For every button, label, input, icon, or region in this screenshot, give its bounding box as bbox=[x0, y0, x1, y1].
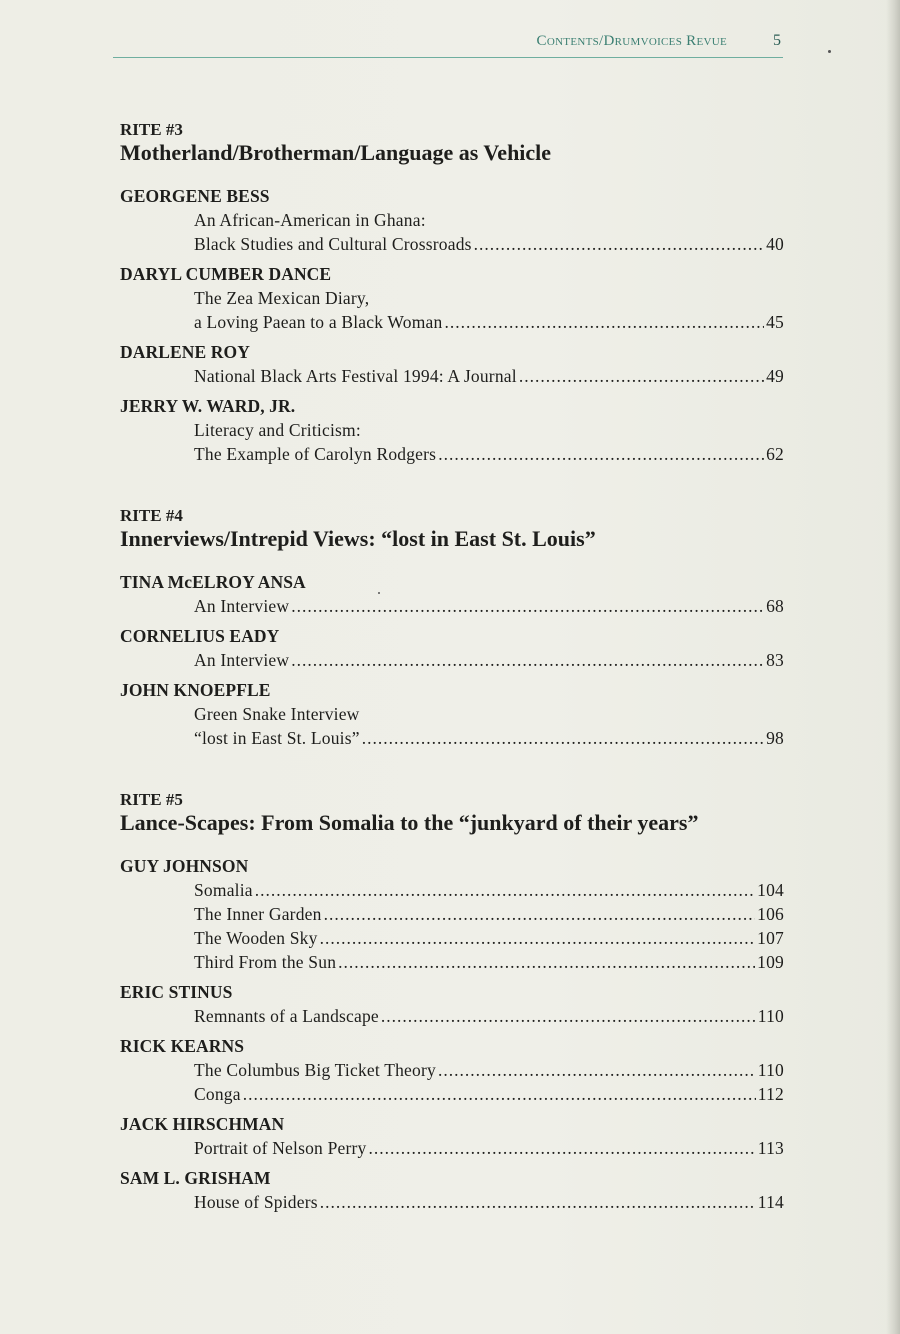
dot-leader bbox=[444, 310, 764, 334]
dot-leader bbox=[362, 726, 764, 750]
entry-page-number: 104 bbox=[757, 880, 784, 900]
entry-title: National Black Arts Festival 1994: A Journal bbox=[194, 366, 517, 386]
toc-entry bbox=[194, 1136, 784, 1160]
entry-page-number: 107 bbox=[757, 928, 784, 948]
entry-title: Portrait of Nelson Perry bbox=[194, 1138, 367, 1158]
toc-entry bbox=[194, 1058, 784, 1082]
dot-leader bbox=[320, 1190, 756, 1214]
author-name: RICK KEARNS bbox=[120, 1036, 245, 1056]
table-of-contents bbox=[120, 120, 784, 1214]
author-name: JOHN KNOEPFLE bbox=[120, 680, 271, 700]
section-spacer bbox=[120, 750, 784, 790]
dot-leader bbox=[320, 926, 756, 950]
author-works bbox=[194, 702, 784, 750]
author-name: DARLENE ROY bbox=[120, 342, 250, 362]
dot-leader bbox=[324, 902, 756, 926]
toc-entry bbox=[194, 902, 784, 926]
toc-entry bbox=[194, 878, 784, 902]
entry-title: “lost in East St. Louis” bbox=[194, 728, 360, 748]
page-edge-shadow bbox=[886, 0, 900, 1334]
author-name: GEORGENE BESS bbox=[120, 186, 270, 206]
entry-page-number: 106 bbox=[757, 904, 784, 924]
author-name: JERRY W. WARD, JR. bbox=[120, 396, 296, 416]
author-works bbox=[194, 1058, 784, 1106]
toc-entry bbox=[194, 364, 784, 388]
toc-entry bbox=[194, 648, 784, 672]
entry-page-number: 83 bbox=[766, 650, 784, 670]
toc-entry bbox=[194, 726, 784, 750]
toc-entry bbox=[194, 1004, 784, 1028]
section-label: RITE #3 bbox=[120, 120, 183, 139]
author-name: JACK HIRSCHMAN bbox=[120, 1114, 285, 1134]
entry-title: Somalia bbox=[194, 880, 253, 900]
section-title: Motherland/Brotherman/Language as Vehicle bbox=[120, 140, 552, 165]
entry-page-number: 49 bbox=[766, 366, 784, 386]
toc-entry bbox=[194, 286, 784, 310]
entry-page-number: 110 bbox=[757, 1006, 784, 1026]
dot-leader bbox=[291, 594, 764, 618]
toc-entry bbox=[194, 1082, 784, 1106]
entry-title: Remnants of a Landscape bbox=[194, 1006, 379, 1026]
header-title: Contents/Drumvoices Revue bbox=[536, 33, 727, 49]
author-name: GUY JOHNSON bbox=[120, 856, 249, 876]
author-works bbox=[194, 1004, 784, 1028]
entry-page-number: 113 bbox=[757, 1138, 784, 1158]
entry-title: An Interview bbox=[194, 650, 290, 670]
entry-page-number: 109 bbox=[757, 952, 784, 972]
entry-title: Green Snake Interview bbox=[194, 704, 360, 724]
author-name: ERIC STINUS bbox=[120, 982, 233, 1002]
author-works bbox=[194, 364, 784, 388]
section-title: Lance-Scapes: From Somalia to the “junkyard of their years” bbox=[120, 810, 699, 835]
entry-title: Conga bbox=[194, 1084, 241, 1104]
entry-title: Literacy and Criticism: bbox=[194, 420, 361, 440]
toc-entry bbox=[194, 594, 784, 618]
entry-title: Third From the Sun bbox=[194, 952, 337, 972]
dot-leader bbox=[368, 1136, 755, 1160]
entry-title: a Loving Paean to a Black Woman bbox=[194, 312, 443, 332]
section-title: Innerviews/Intrepid Views: “lost in East St. Louis” bbox=[120, 526, 596, 551]
toc-entry bbox=[194, 232, 784, 256]
author-works bbox=[194, 286, 784, 334]
entry-title: The Example of Carolyn Rodgers bbox=[194, 444, 437, 464]
toc-entry bbox=[194, 442, 784, 466]
entry-title: The Inner Garden bbox=[194, 904, 322, 924]
dot-leader bbox=[438, 442, 764, 466]
dot-leader bbox=[243, 1082, 756, 1106]
toc-section bbox=[120, 790, 784, 1214]
entry-title: The Columbus Big Ticket Theory bbox=[194, 1060, 436, 1080]
dot-leader bbox=[291, 648, 764, 672]
toc-entry bbox=[194, 1190, 784, 1214]
entry-page-number: 62 bbox=[766, 444, 784, 464]
author-name: TINA McELROY ANSA bbox=[120, 572, 306, 592]
section-spacer bbox=[120, 466, 784, 506]
entry-title: An Interview bbox=[194, 596, 290, 616]
toc-entry bbox=[194, 418, 784, 442]
entry-page-number: 45 bbox=[766, 312, 784, 332]
author-works bbox=[194, 594, 784, 618]
dot-leader bbox=[519, 364, 764, 388]
toc-section bbox=[120, 506, 784, 750]
entry-title: An African-American in Ghana: bbox=[194, 210, 426, 230]
author-works bbox=[194, 1190, 784, 1214]
author-works bbox=[194, 878, 784, 974]
entry-page-number: 68 bbox=[766, 596, 784, 616]
author-name: DARYL CUMBER DANCE bbox=[120, 264, 332, 284]
entry-title: The Wooden Sky bbox=[194, 928, 318, 948]
entry-page-number: 110 bbox=[757, 1060, 784, 1080]
author-name: CORNELIUS EADY bbox=[120, 626, 280, 646]
entry-page-number: 40 bbox=[766, 234, 784, 254]
toc-entry bbox=[194, 208, 784, 232]
toc-entry bbox=[194, 950, 784, 974]
paper-speck bbox=[828, 50, 831, 53]
running-header bbox=[113, 33, 783, 58]
entry-page-number: 112 bbox=[757, 1084, 784, 1104]
toc-entry bbox=[194, 702, 784, 726]
author-name: SAM L. GRISHAM bbox=[120, 1168, 271, 1188]
dot-leader bbox=[338, 950, 755, 974]
toc-section bbox=[120, 120, 784, 466]
author-works bbox=[194, 418, 784, 466]
author-works bbox=[194, 208, 784, 256]
author-works bbox=[194, 1136, 784, 1160]
header-page-number: 5 bbox=[773, 32, 781, 49]
entry-title: House of Spiders bbox=[194, 1192, 318, 1212]
entry-page-number: 114 bbox=[757, 1192, 784, 1212]
section-label: RITE #4 bbox=[120, 506, 183, 525]
dot-leader bbox=[255, 878, 755, 902]
toc-entry bbox=[194, 310, 784, 334]
section-label: RITE #5 bbox=[120, 790, 183, 809]
author-works bbox=[194, 648, 784, 672]
entry-title: The Zea Mexican Diary, bbox=[194, 288, 370, 308]
entry-title: Black Studies and Cultural Crossroads bbox=[194, 234, 472, 254]
dot-leader bbox=[474, 232, 764, 256]
dot-leader bbox=[438, 1058, 756, 1082]
entry-page-number: 98 bbox=[766, 728, 784, 748]
toc-entry bbox=[194, 926, 784, 950]
dot-leader bbox=[381, 1004, 756, 1028]
